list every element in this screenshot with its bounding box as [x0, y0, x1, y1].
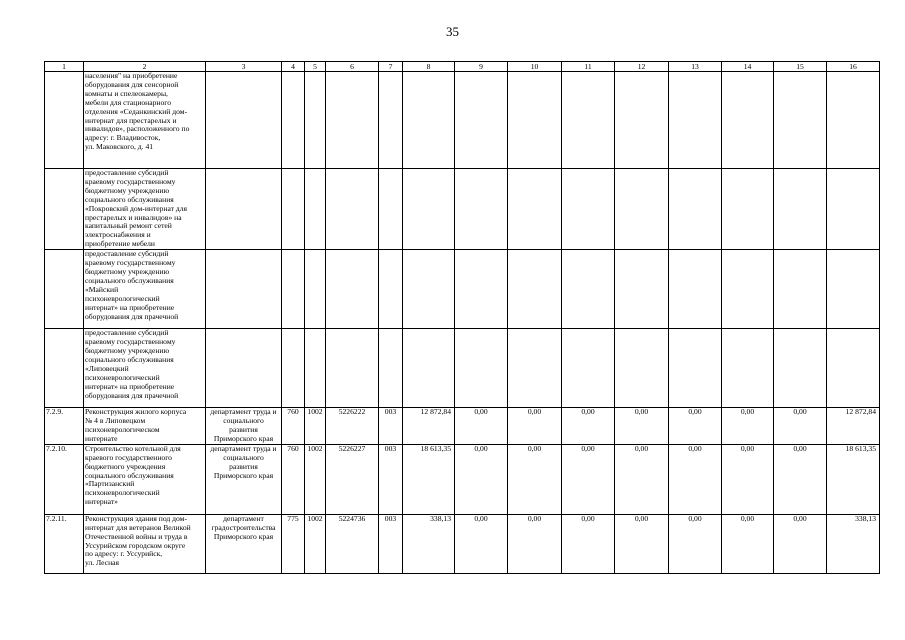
text-line: интернат» на приобретение	[85, 381, 175, 391]
column-number: 7	[379, 62, 403, 72]
executor-cell	[206, 250, 282, 329]
text-line: психоневрологический	[85, 372, 160, 382]
amount-cell: 0,00	[669, 514, 722, 573]
text-line: социального обслуживания	[85, 470, 174, 480]
text-line: психоневрологический	[85, 488, 160, 498]
table-row	[45, 329, 880, 408]
amount-cell: 338,13	[827, 514, 880, 573]
table-row	[45, 444, 880, 514]
amount-cell: 12 872,84	[403, 408, 455, 445]
code-cell: 003	[379, 444, 403, 514]
table-row	[45, 250, 880, 329]
text-line: социального	[223, 452, 264, 462]
text-line: приобретение мебели	[85, 239, 156, 249]
text-line: бюджетному учреждению	[85, 345, 170, 355]
amount-cell	[455, 329, 508, 408]
amount-cell: 0,00	[455, 514, 508, 573]
text-line: департамент	[223, 514, 264, 523]
amount-cell: 0,00	[669, 444, 722, 514]
text-line: градостроительства	[211, 522, 276, 532]
item-name-cell	[84, 250, 206, 329]
column-number: 14	[722, 62, 774, 72]
amount-cell: 338,13	[403, 514, 455, 573]
column-number: 12	[615, 62, 669, 72]
item-name-cell	[84, 514, 206, 573]
executor-cell	[206, 329, 282, 408]
column-number: 9	[455, 62, 508, 72]
column-number: 4	[282, 62, 305, 72]
text-line: капитальный ремонт сетей	[85, 221, 172, 231]
text-line: краевого государственного	[85, 452, 172, 462]
amount-cell: 0,00	[774, 444, 827, 514]
amount-cell	[722, 169, 774, 250]
amount-cell: 0,00	[722, 514, 774, 573]
amount-cell	[669, 72, 722, 169]
amount-cell	[403, 169, 455, 250]
text-line: Уссурийском городском округе	[85, 540, 186, 550]
text-line: ул. Маковского, д. 41	[85, 142, 154, 152]
amount-cell	[508, 250, 562, 329]
code-cell	[326, 250, 379, 329]
amount-cell	[615, 329, 669, 408]
table-row	[45, 169, 880, 250]
code-cell	[305, 72, 326, 169]
text-line: оборудования для сенсорной	[85, 79, 179, 89]
amount-cell: 0,00	[774, 514, 827, 573]
amount-cell: 0,00	[615, 408, 669, 445]
code-cell: 1002	[305, 514, 326, 573]
amount-cell: 0,00	[562, 408, 615, 445]
item-name-cell	[84, 444, 206, 514]
amount-cell	[615, 169, 669, 250]
amount-cell: 0,00	[669, 408, 722, 445]
amount-cell: 0,00	[455, 444, 508, 514]
text-line: оборудования для прачечной	[85, 311, 179, 321]
amount-cell	[562, 329, 615, 408]
code-cell: 003	[379, 514, 403, 573]
amount-cell: 0,00	[508, 408, 562, 445]
text-line: отделения «Седанкинский дом-	[85, 106, 188, 116]
amount-cell	[508, 72, 562, 169]
amount-cell	[827, 72, 880, 169]
code-cell: 5224736	[326, 514, 379, 573]
item-number-cell	[45, 72, 84, 169]
item-number-cell	[45, 329, 84, 408]
code-cell	[305, 329, 326, 408]
code-cell	[282, 72, 305, 169]
text-line: Отечественной войны и труда в	[85, 531, 188, 541]
code-cell: 5226227	[326, 444, 379, 514]
amount-cell	[827, 329, 880, 408]
text-line: предоставление субсидий	[85, 328, 169, 338]
amount-cell	[827, 169, 880, 250]
column-number: 11	[562, 62, 615, 72]
executor-cell	[206, 408, 282, 445]
text-line: комнаты и спелеокамеры,	[85, 88, 168, 98]
amount-cell	[508, 329, 562, 408]
amount-cell	[722, 72, 774, 169]
amount-cell	[615, 72, 669, 169]
item-name-cell	[84, 169, 206, 250]
amount-cell: 0,00	[722, 408, 774, 445]
item-number-cell: 7.2.9.	[45, 408, 84, 445]
executor-cell	[206, 169, 282, 250]
code-cell	[305, 250, 326, 329]
amount-cell	[722, 329, 774, 408]
item-name-cell	[84, 408, 206, 445]
text-line: предоставление субсидий	[85, 249, 169, 259]
code-cell: 775	[282, 514, 305, 573]
text-line: краевому государственному	[85, 258, 176, 268]
amount-cell	[508, 169, 562, 250]
text-line: краевому государственному	[85, 337, 176, 347]
item-number-cell: 7.2.10.	[45, 444, 84, 514]
amount-cell	[669, 329, 722, 408]
code-cell	[326, 329, 379, 408]
text-line: Реконструкция здания под дом-	[85, 514, 188, 523]
executor-cell	[206, 72, 282, 169]
column-number: 2	[84, 62, 206, 72]
column-number: 6	[326, 62, 379, 72]
amount-cell	[562, 72, 615, 169]
text-line: Приморского края	[213, 433, 274, 443]
executor-cell	[206, 444, 282, 514]
item-number-cell	[45, 169, 84, 250]
text-line: психоневрологический	[85, 293, 160, 303]
amount-cell	[562, 169, 615, 250]
amount-cell	[403, 72, 455, 169]
amount-cell: 0,00	[508, 514, 562, 573]
amount-cell	[722, 250, 774, 329]
item-name-cell	[84, 329, 206, 408]
amount-cell: 0,00	[774, 408, 827, 445]
amount-cell: 0,00	[615, 444, 669, 514]
column-number: 13	[669, 62, 722, 72]
amount-cell	[774, 169, 827, 250]
amount-cell	[455, 72, 508, 169]
amount-cell	[827, 250, 880, 329]
text-line: социального обслуживания	[85, 354, 174, 364]
column-number: 15	[774, 62, 827, 72]
code-cell: 1002	[305, 444, 326, 514]
amount-cell: 0,00	[615, 514, 669, 573]
amount-cell	[455, 250, 508, 329]
code-cell	[379, 169, 403, 250]
text-line: бюджетного учреждения	[85, 461, 166, 471]
code-cell	[379, 72, 403, 169]
amount-cell: 18 613,35	[827, 444, 880, 514]
amount-cell: 0,00	[562, 444, 615, 514]
code-cell: 760	[282, 444, 305, 514]
code-cell	[282, 329, 305, 408]
code-cell: 760	[282, 408, 305, 445]
code-cell: 003	[379, 408, 403, 445]
text-line: оборудования для прачечной	[85, 390, 179, 400]
text-line: социального обслуживания	[85, 275, 174, 285]
text-line: электроснабжения и	[85, 230, 151, 240]
amount-cell: 0,00	[562, 514, 615, 573]
text-line: психоневрологическом	[85, 424, 160, 434]
amount-cell	[774, 329, 827, 408]
code-cell	[326, 169, 379, 250]
amount-cell	[562, 250, 615, 329]
text-line: предоставление субсидий	[85, 168, 169, 177]
text-line: интернат для престарелых и	[85, 115, 177, 125]
executor-cell	[206, 514, 282, 573]
code-cell: 1002	[305, 408, 326, 445]
amount-cell	[669, 169, 722, 250]
amount-cell: 12 872,84	[827, 408, 880, 445]
table-row	[45, 514, 880, 573]
text-line: интернат»	[85, 497, 118, 507]
text-line: бюджетному учреждению	[85, 266, 170, 276]
page-number: 35	[446, 24, 459, 39]
text-line: интернате	[85, 433, 118, 443]
text-line: № 4 в Липовецком	[85, 416, 146, 426]
table-row	[45, 408, 880, 445]
text-line: развития	[229, 424, 258, 434]
amount-cell	[774, 250, 827, 329]
amount-cell: 0,00	[508, 444, 562, 514]
text-line: Строительство котельной для	[85, 444, 181, 453]
table-row	[45, 72, 880, 169]
amount-cell	[615, 250, 669, 329]
amount-cell	[774, 72, 827, 169]
column-number: 10	[508, 62, 562, 72]
text-line: инвалидов», расположенного по	[85, 124, 190, 134]
code-cell	[326, 72, 379, 169]
text-line: адресу: г. Владивосток,	[85, 133, 161, 143]
code-cell	[379, 250, 403, 329]
amount-cell: 18 613,35	[403, 444, 455, 514]
text-line: Приморского края	[213, 470, 274, 480]
text-line: краевому государственному	[85, 176, 176, 186]
text-line: по адресу: г. Уссурийск,	[85, 549, 163, 559]
column-number: 3	[206, 62, 282, 72]
text-line: бюджетному учреждению	[85, 185, 170, 195]
text-line: «Покровский дом-интернат для	[85, 203, 188, 213]
amount-cell: 0,00	[455, 408, 508, 445]
amount-cell: 0,00	[722, 444, 774, 514]
text-line: «Липовецкий	[85, 363, 129, 373]
column-number: 1	[45, 62, 84, 72]
column-number: 16	[827, 62, 880, 72]
amount-cell	[403, 329, 455, 408]
code-cell	[379, 329, 403, 408]
text-line: социального	[223, 416, 264, 426]
item-number-cell: 7.2.11.	[45, 514, 84, 573]
text-line: департамент труда и	[210, 407, 277, 417]
amount-cell	[455, 169, 508, 250]
amount-cell	[669, 250, 722, 329]
text-line: социального обслуживания	[85, 194, 174, 204]
text-line: «Майский	[85, 284, 119, 294]
budget-table	[44, 61, 880, 574]
text-line: престарелых и инвалидов» на	[85, 212, 182, 222]
text-line: «Партизанский	[85, 479, 135, 489]
code-cell	[282, 250, 305, 329]
text-line: Приморского края	[213, 531, 274, 541]
text-line: интернат для ветеранов Великой	[85, 522, 191, 532]
column-number: 8	[403, 62, 455, 72]
text-line: мебели для стационарного	[85, 97, 171, 107]
item-name-cell	[84, 72, 206, 169]
column-number: 5	[305, 62, 326, 72]
amount-cell	[403, 250, 455, 329]
code-cell	[282, 169, 305, 250]
item-number-cell	[45, 250, 84, 329]
code-cell: 5226222	[326, 408, 379, 445]
text-line: развития	[229, 461, 258, 471]
text-line: интернат» на приобретение	[85, 302, 175, 312]
text-line: департамент труда и	[210, 444, 277, 453]
text-line: ул. Лесная	[85, 558, 120, 568]
text-line: населения" на приобретение	[85, 71, 178, 80]
header-row	[45, 62, 880, 72]
code-cell	[305, 169, 326, 250]
text-line: Реконструкция жилого корпуса	[85, 407, 187, 417]
